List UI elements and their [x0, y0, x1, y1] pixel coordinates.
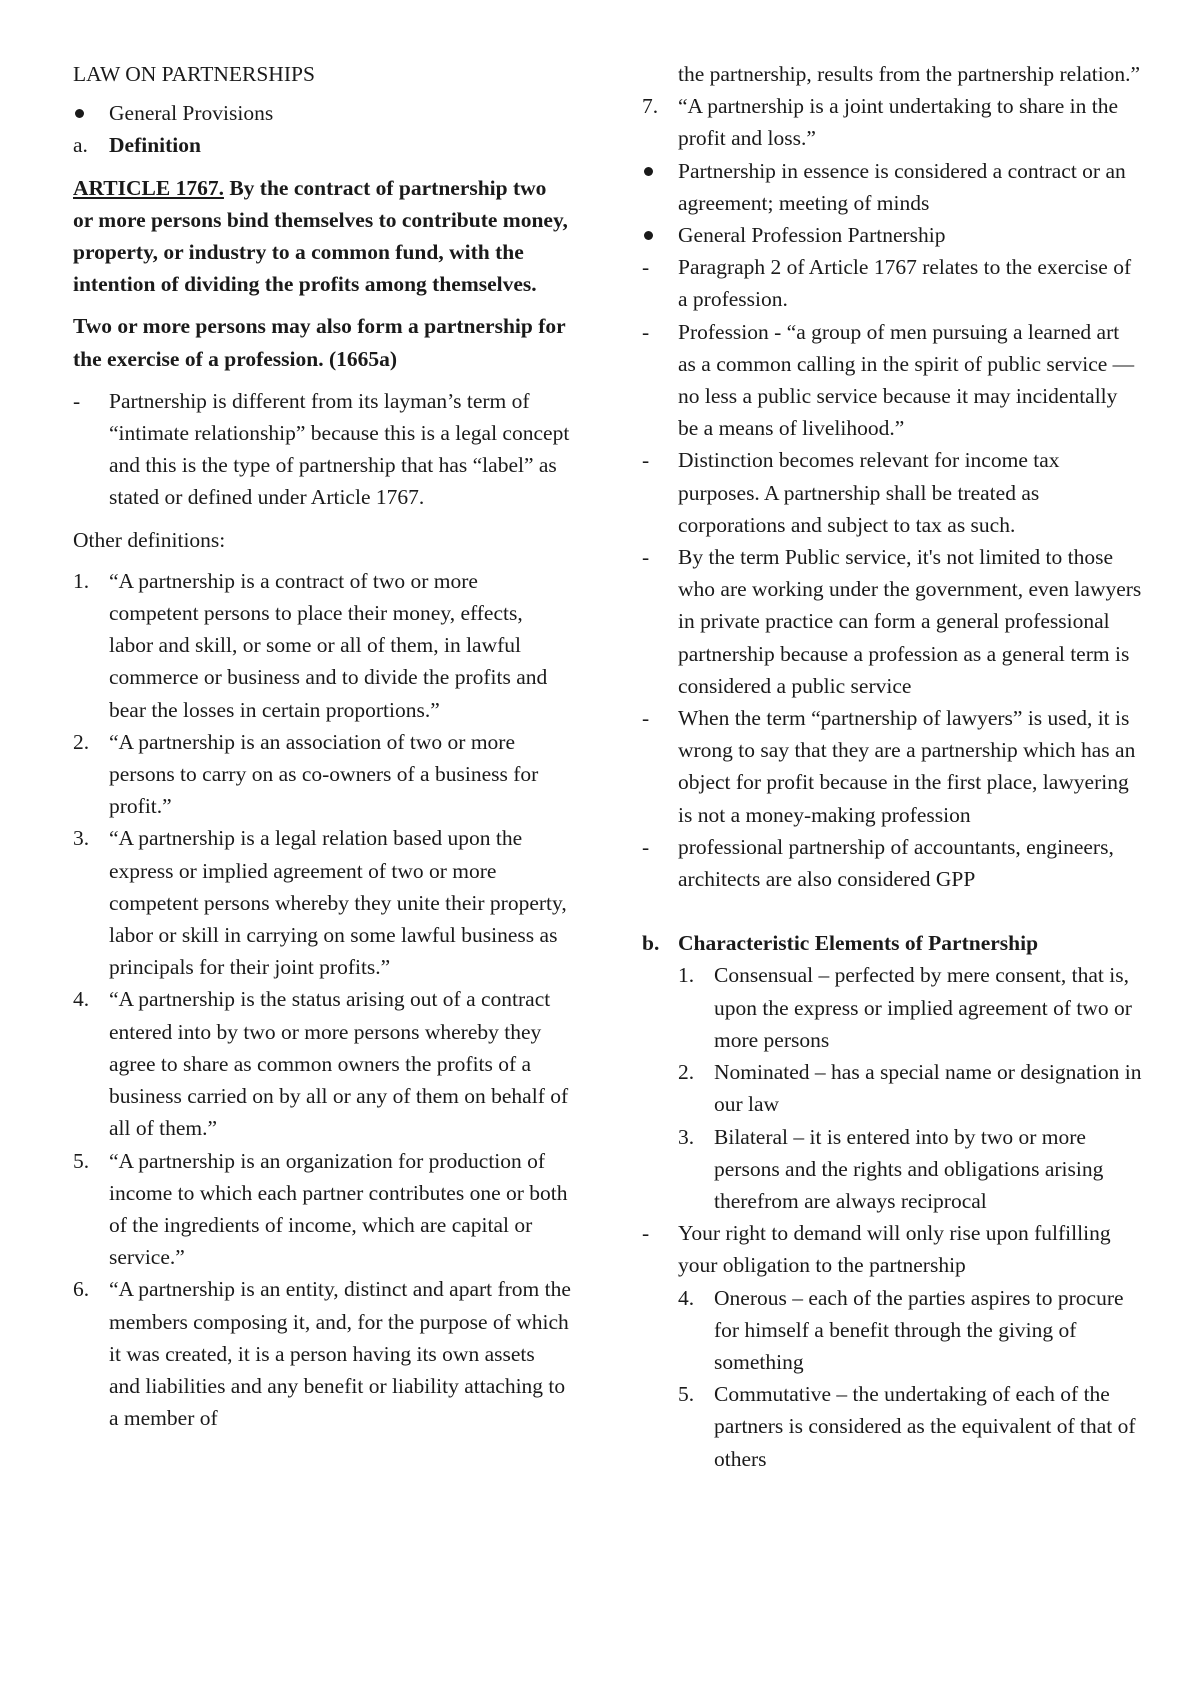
subheading-definition	[73, 129, 571, 161]
article-reference: ARTICLE 1767.	[73, 175, 224, 200]
subheading-marker: a.	[73, 133, 88, 158]
list-item: 4. “A partnership is the status arising out of a contract entered into by two or more persons whereby they agree to share as common owners the profits of a business carried on by all or any of them on behalf of all of them.”	[73, 987, 569, 1141]
document-title: LAW ON PARTNERSHIPS	[73, 62, 315, 86]
list-item: 6. “A partnership is an entity, distinct and apart from the members composing it, and, for the purpose of which it was created, it is a person having its own assets and liabilities and any benefit or liability attaching to a member of	[73, 1277, 571, 1431]
bullet-gpp: General Profession Partnership	[642, 219, 1142, 251]
gpp-notes-list	[642, 251, 1142, 895]
left-column	[73, 58, 571, 1434]
list-item: 2. “A partnership is an association of two or more persons to carry on as co-owners of a business for profit.”	[73, 729, 539, 819]
subheading-label: Characteristic Elements of Partnership	[678, 931, 1039, 956]
subheading-characteristics	[642, 927, 1142, 959]
note-item	[73, 385, 571, 514]
list-item: 2. Nominated – has a special name or designation in our law	[678, 1060, 1142, 1117]
bullet-general-provisions: General Provisions	[73, 97, 571, 129]
article-1767-paragraph-2: Two or more persons may also form a partnership for the exercise of a profession. (1665a)	[73, 314, 566, 371]
note-item: - professional partnership of accountants, engineers, architects are also considered GPP	[642, 834, 1114, 892]
bullet-essence: Partnership in essence is considered a contract or an agreement; meeting of minds	[642, 155, 1142, 219]
list-item: 7. “A partnership is a joint undertaking to share in the profit and loss.”	[642, 94, 1119, 151]
note-item: - Your right to demand will only rise upon fulfilling your obligation to the partnership	[642, 1221, 1111, 1278]
list-item: 5. Commutative – the undertaking of each of the partners is considered as the equivalent of that of others	[678, 1382, 1136, 1471]
note-item: - By the term Public service, it's not limited to those who are working under the government, even lawyers in private practice can form a general professional partnership because a profession as a general term is considered a public service	[642, 545, 1142, 698]
note-text: Partnership is different from its layman’s term of “intimate relationship” because this is a legal concept and this is the type of partnership that has “label” as stated or defined under Article 1767.	[109, 388, 570, 510]
note-item: - Distinction becomes relevant for income tax purposes. A partnership shall be treated as corporations and subject to tax as such.	[642, 448, 1060, 537]
note-item: - Profession - “a group of men pursuing a learned art as a common calling in the spirit of public service — no less a public service because it may incidentally be a means of livelihood.”	[642, 319, 1135, 441]
note-item: - When the term “partnership of lawyers” is used, it is wrong to say that they are a partnership which has an object for profit because in the first place, lawyering is not a money-making profession	[642, 706, 1136, 827]
elements-list	[642, 959, 1142, 1217]
subheading-label: Definition	[109, 133, 201, 158]
other-definitions-heading: Other definitions:	[73, 527, 226, 552]
list-item: 3. Bilateral – it is entered into by two or more persons and the rights and obligations arising therefrom are always reciprocal	[678, 1124, 1104, 1213]
list-item: 1. “A partnership is a contract of two or more competent persons to place their money, effects, labor and skill, or some or all of them, in lawful commerce or business and to divide the profits and bear the losses in certain proportions.”	[73, 568, 548, 722]
dash-marker: -	[73, 388, 81, 413]
article-text: By the contract of partnership two or more persons bind themselves to contribute money, property, or industry to a common fund, with the intention of dividing the profits among themselves.	[73, 175, 568, 297]
right-column	[642, 58, 1142, 1475]
list-item: 5. “A partnership is an organization for production of income to which each partner contributes one or both of the ingredients of income, which are capital or service.”	[73, 1148, 568, 1270]
note-item: - Paragraph 2 of Article 1767 relates to the exercise of a profession.	[642, 255, 1132, 312]
elements-list-continued	[642, 1282, 1142, 1475]
article-1767-paragraph	[73, 172, 571, 301]
continuation-text: the partnership, results from the partnership relation.”	[678, 62, 1141, 86]
subheading-marker: b.	[642, 931, 660, 956]
list-item: 1. Consensual – perfected by mere consent, that is, upon the express or implied agreement of two or more persons	[678, 963, 1132, 1052]
list-item: 4. Onerous – each of the parties aspires to procure for himself a benefit through the giving of something	[678, 1285, 1124, 1374]
definitions-list	[73, 565, 571, 1434]
list-item: 3. “A partnership is a legal relation based upon the express or implied agreement of two or more competent persons whereby they unite their property, labor or skill in carrying on some lawful business as principals for their joint profits.”	[73, 826, 567, 980]
